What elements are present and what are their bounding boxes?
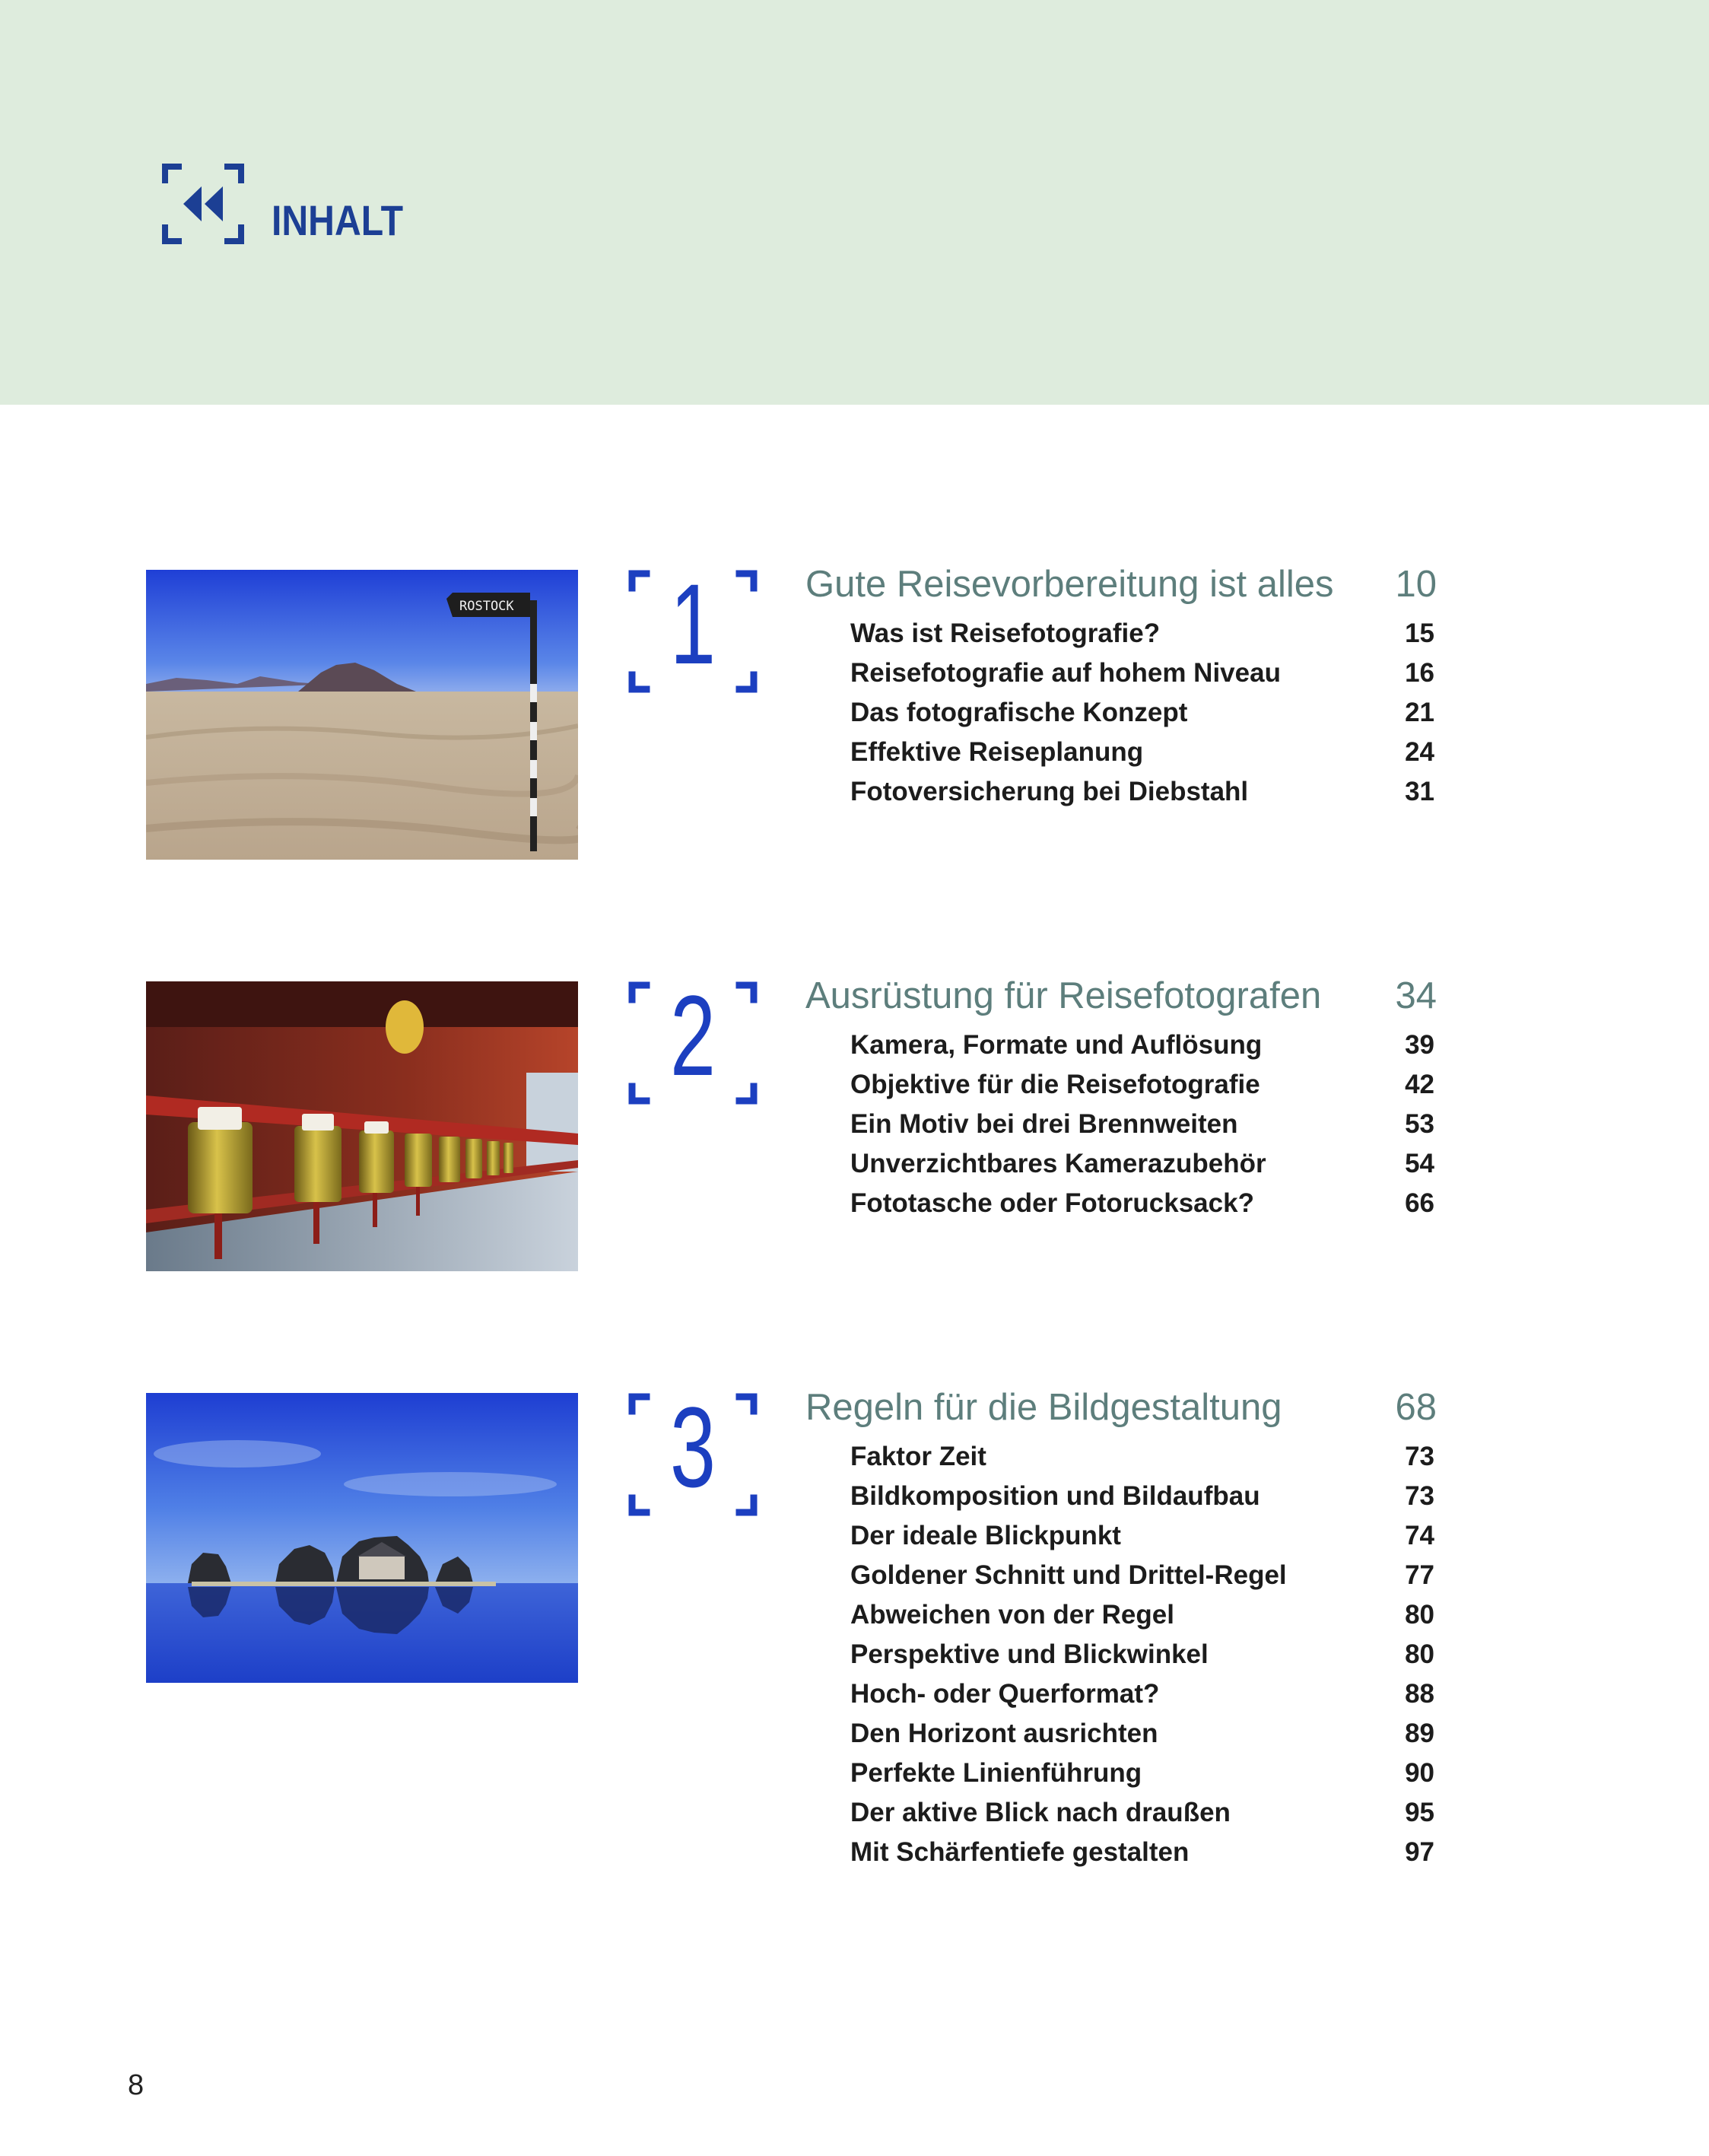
entry-title: Mit Schärfentiefe gestalten [850,1837,1190,1867]
entry-page: 97 [1405,1837,1434,1867]
entry-title: Reisefotografie auf hohem Niveau [850,658,1281,688]
toc-entry[interactable] [850,1483,1434,1522]
toc-entry[interactable] [850,1681,1434,1720]
entry-title: Goldener Schnitt und Drittel-Regel [850,1560,1287,1590]
toc-entry[interactable] [850,1641,1434,1681]
road-sign-text: ROSTOCK [459,599,514,614]
prayer-wheels-photo [146,981,578,1271]
chapter-page: 10 [1395,564,1437,605]
entry-page: 73 [1405,1481,1434,1511]
entry-title: Abweichen von der Regel [850,1600,1174,1630]
toc-entry[interactable] [850,1071,1434,1111]
island-reflection-photo [146,1393,578,1683]
entry-title: Kamera, Formate und Auflösung [850,1030,1263,1060]
entry-title: Ein Motiv bei drei Brennweiten [850,1109,1238,1139]
chapter-number: 3 [669,1383,716,1511]
entry-page: 80 [1405,1600,1434,1630]
chapter-page: 68 [1395,1387,1437,1428]
entry-title: Perfekte Linienführung [850,1758,1142,1788]
toc-entry[interactable] [850,1111,1434,1150]
entry-title: Effektive Reiseplanung [850,737,1144,767]
chapter-number-badge [628,971,758,1105]
toc-entry[interactable] [850,1190,1434,1229]
entry-page: 73 [1405,1442,1434,1471]
entry-title: Objektive für die Reisefotografie [850,1070,1260,1099]
entry-page: 42 [1405,1070,1434,1099]
entry-page: 90 [1405,1758,1434,1788]
entry-page: 53 [1405,1109,1434,1139]
toc-entry[interactable] [850,739,1434,778]
entry-title: Perspektive und Blickwinkel [850,1639,1209,1669]
toc-entry[interactable] [850,699,1434,739]
toc-entry[interactable] [850,1032,1434,1071]
toc-entry[interactable] [850,660,1434,699]
toc-entry[interactable] [850,778,1434,818]
entry-title: Fototasche oder Fotorucksack? [850,1188,1254,1218]
entry-page: 88 [1405,1679,1434,1709]
entry-title: Unverzichtbares Kamerazubehör [850,1149,1266,1178]
toc-entries [850,620,1434,818]
entry-page: 66 [1405,1188,1434,1218]
entry-title: Hoch- oder Querformat? [850,1679,1160,1709]
chapter-number: 1 [669,560,716,688]
entry-title: Bildkomposition und Bildaufbau [850,1481,1260,1511]
entry-page: 89 [1405,1719,1434,1748]
entry-page: 24 [1405,737,1434,767]
entry-title: Faktor Zeit [850,1442,986,1471]
toc-entries [850,1032,1434,1229]
toc-entry[interactable] [850,1562,1434,1601]
toc-entry[interactable] [850,1443,1434,1483]
chapter-number-badge [628,1383,758,1516]
entry-page: 77 [1405,1560,1434,1590]
chapter-number-badge [628,560,758,693]
entry-page: 95 [1405,1798,1434,1827]
chapter-title[interactable] [805,975,1437,1023]
toc-entry[interactable] [850,620,1434,660]
entry-page: 21 [1405,698,1434,727]
chapter-title-text: Ausrüstung für Reisefotografen [805,975,1322,1016]
entry-title: Fotoversicherung bei Diebstahl [850,777,1249,806]
chapter-title[interactable] [805,566,1437,612]
toc-entry[interactable] [850,1150,1434,1190]
entry-page: 54 [1405,1149,1434,1178]
entry-page: 74 [1405,1521,1434,1550]
rewind-icon [162,164,244,244]
toc-entry[interactable] [850,1799,1434,1839]
chapter-title[interactable] [805,1389,1437,1435]
toc-entry[interactable] [850,1760,1434,1799]
entry-title: Der aktive Blick nach draußen [850,1798,1231,1827]
entry-page: 31 [1405,777,1434,806]
entry-title: Den Horizont ausrichten [850,1719,1158,1748]
entry-title: Der ideale Blickpunkt [850,1521,1121,1550]
chapter-number: 2 [669,971,716,1099]
entry-title: Das fotografische Konzept [850,698,1188,727]
entry-page: 16 [1405,658,1434,688]
header-band [0,0,1709,405]
toc-entry[interactable] [850,1839,1434,1878]
entry-title: Was ist Reisefotografie? [850,618,1161,648]
entry-page: 15 [1405,618,1434,648]
toc-entry[interactable] [850,1720,1434,1760]
entry-page: 39 [1405,1030,1434,1060]
page-number: 8 [128,2069,145,2101]
toc-entry[interactable] [850,1601,1434,1641]
chapter-page: 34 [1395,975,1437,1016]
chapter-title-text: Regeln für die Bildgestaltung [805,1387,1282,1428]
entry-page: 80 [1405,1639,1434,1669]
toc-entries [850,1443,1434,1878]
page-title: INHALT [272,196,403,244]
desert-road-sign-photo [146,570,578,860]
chapter-title-text: Gute Reisevorbereitung ist alles [805,564,1334,605]
toc-entry[interactable] [850,1522,1434,1562]
